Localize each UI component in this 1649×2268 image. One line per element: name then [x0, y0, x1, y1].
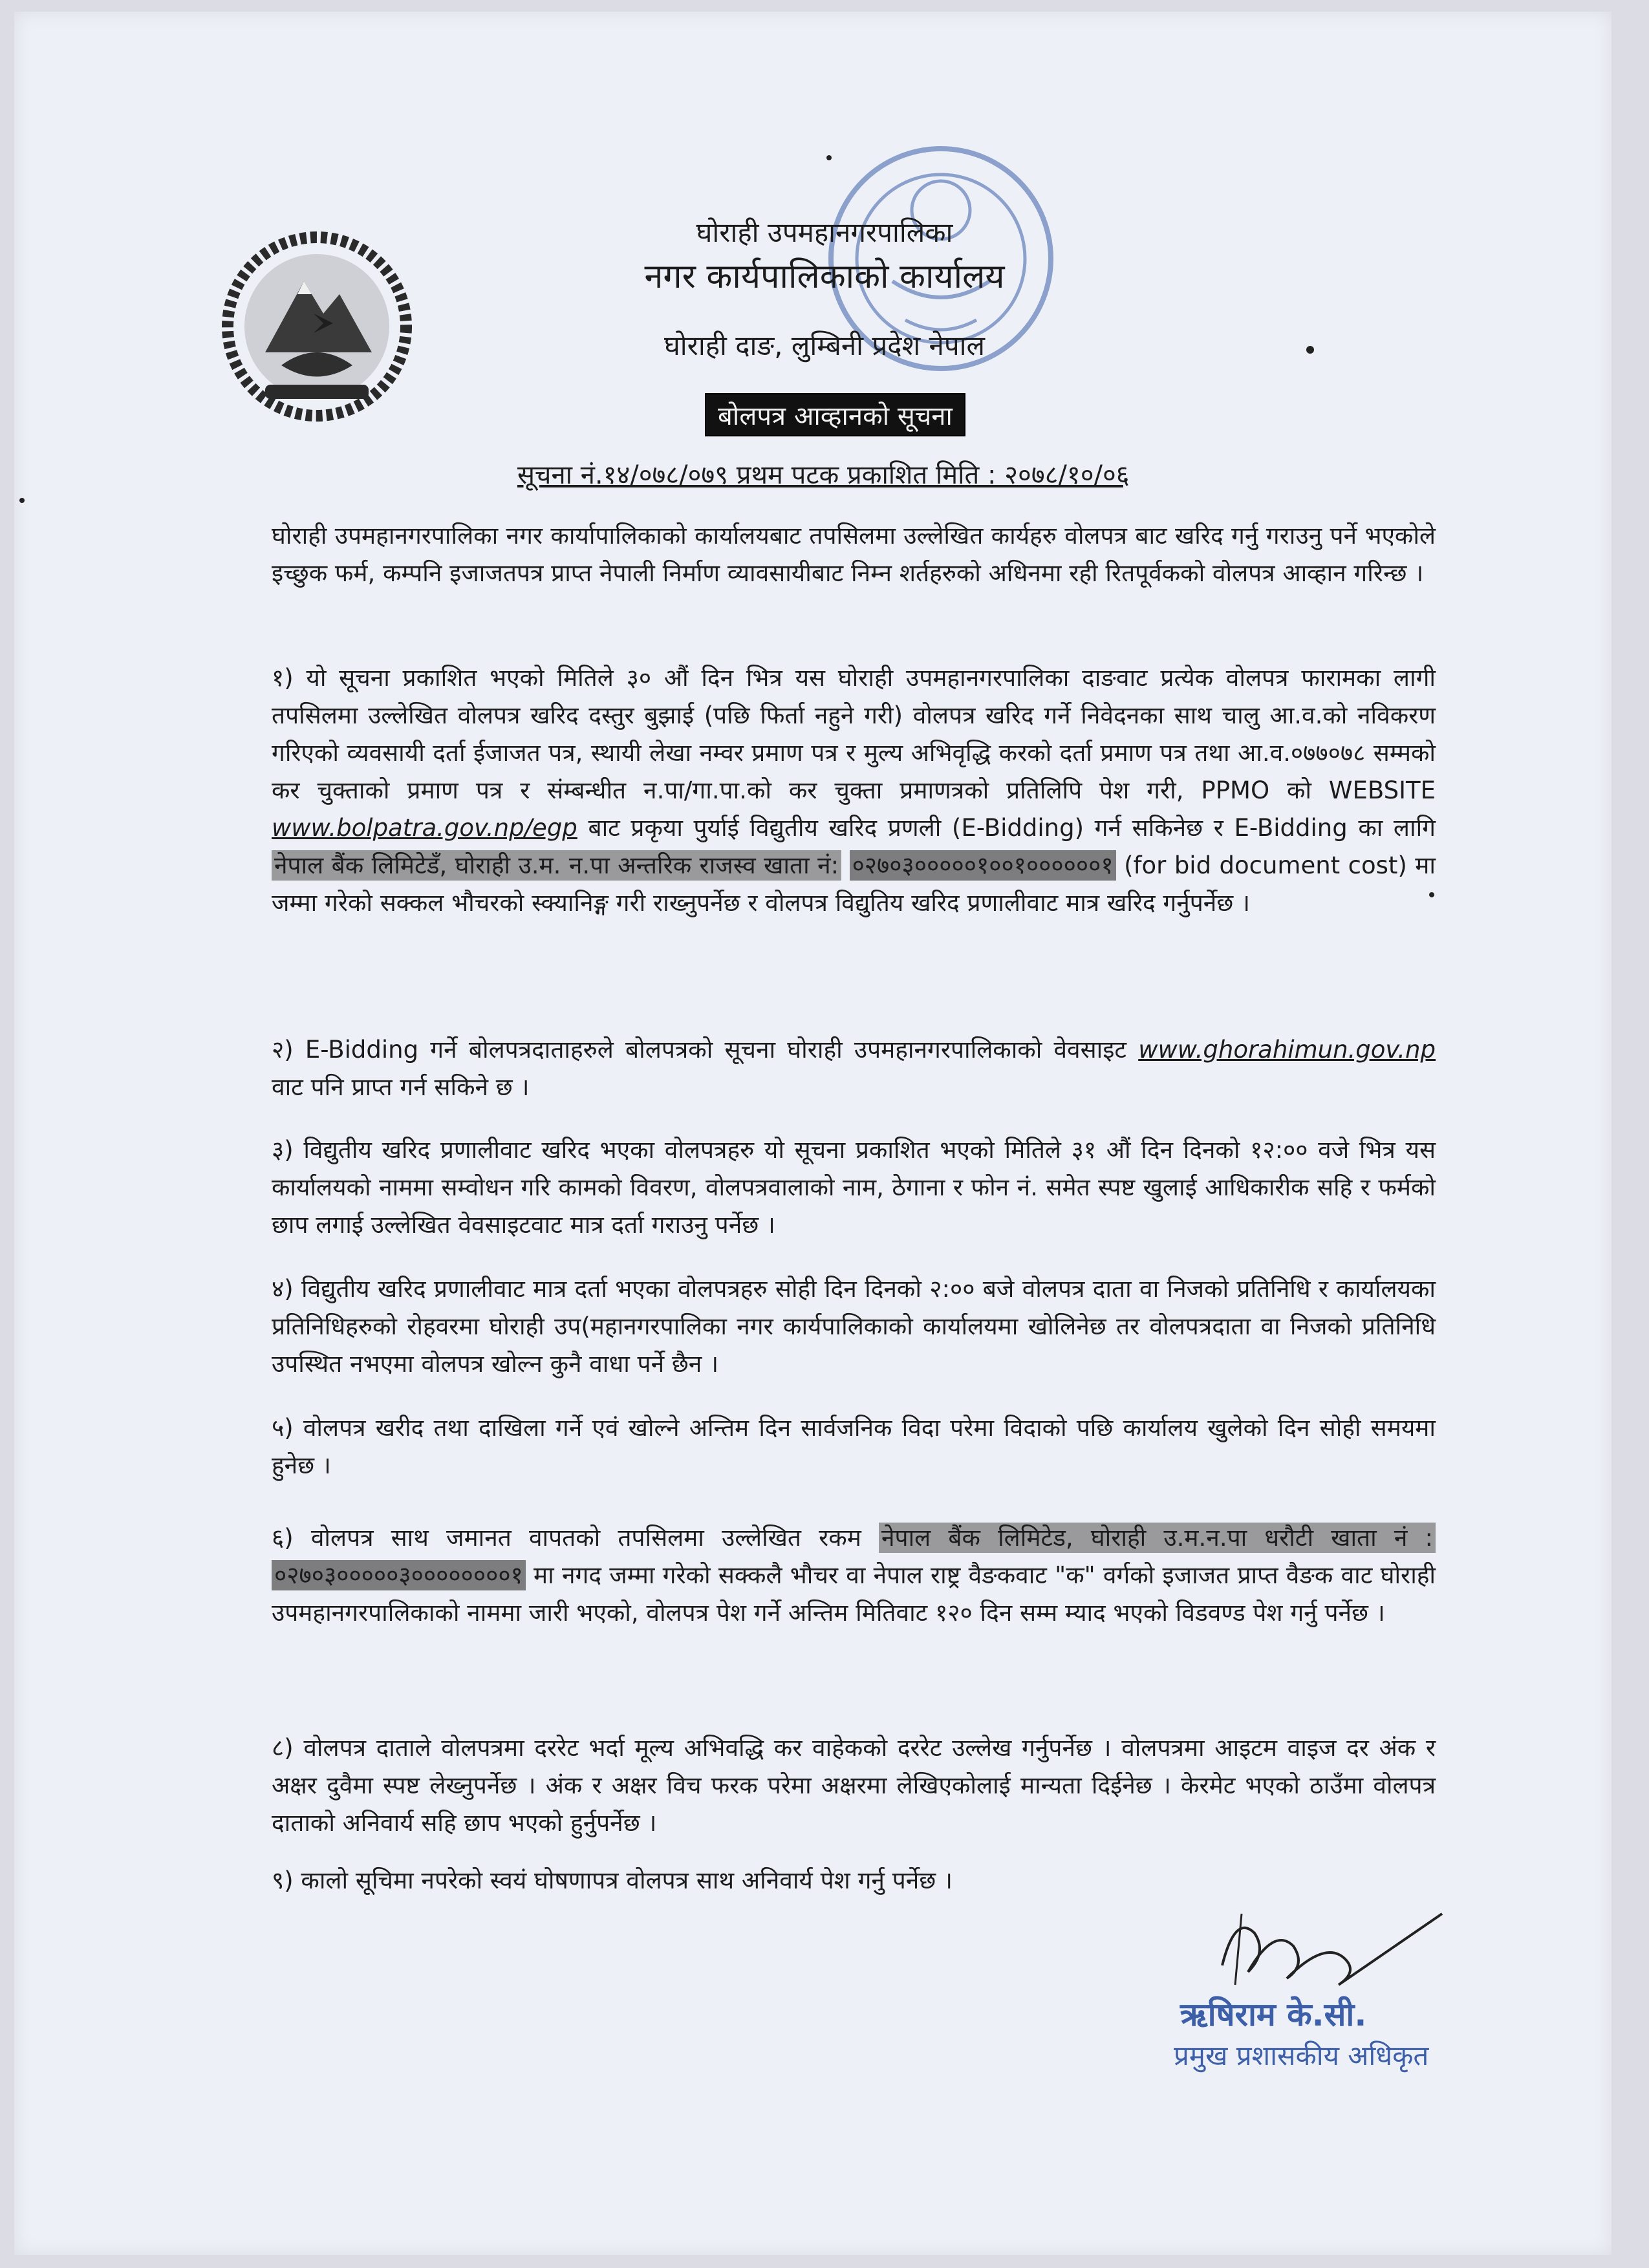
org-name: घोराही उपमहानगरपालिका — [696, 217, 953, 248]
clause-6-text-2: मा नगद जम्मा गरेको सक्कलै भौचर वा नेपाल राष्ट्र वैङकवाट "क" वर्गको इजाजत प्राप्त वैङक वाट घोराही उपमहानगरपालिकाको नाममा जारी भएको, वोलपत्र पेश गर्ने अन्तिम मितिवाट १२० दिन सम्म म्याद भएको विडवण्ड पेश गर्नु पर्नेछ । — [272, 1561, 1436, 1627]
clause-6-text: ६) वोलपत्र साथ जमानत वापतको तपसिलमा उल्लेखित रकम — [272, 1524, 861, 1552]
clause-8: ८) वोलपत्र दाताले वोलपत्रमा दररेट भर्दा मूल्य अभिवद्धि कर वाहेकको दररेट उल्लेख गर्नुपर्नेछ । वोलपत्रमा आइटम वाइज दर अंक र अक्षर दुवैमा स्पष्ट लेख्नुपर्नेछ । अंक र अक्षर विच फरक परेमा अक्षरमा लेखिएकोलाई मान्यता दिईनेछ । केरमेट भएको ठाउँमा वोलपत्र दाताको अनिवार्य सहि छाप भएको हुर्नुपर्नेछ । — [272, 1734, 1436, 1837]
clause-5: ५) वोलपत्र खरीद तथा दाखिला गर्ने एवं खोल्ने अन्तिम दिन सार्वजनिक विदा परेमा विदाको पछि कार्यालय खुलेको दिन सोही समयमा हुनेछ । — [272, 1414, 1436, 1479]
clause-9: ९) कालो सूचिमा नपरेको स्वयं घोषणापत्र वोलपत्र साथ अनिवार्य पेश गर्नु पर्नेछ । — [272, 1867, 953, 1894]
signatory-name: ऋषिराम के.सी. — [1180, 1996, 1367, 2033]
office-address: घोराही दाङ, लुम्बिनी प्रदेश नेपाल — [663, 330, 986, 361]
clause-1-text-2: बाट प्रकृया पुर्याई विद्युतीय खरिद प्रणली (E-Bidding) गर्न सकिनेछ र E-Bidding का लागि — [588, 814, 1436, 842]
clause-4: ४) विद्युतीय खरिद प्रणालीवाट मात्र दर्ता भएका वोलपत्रहरु सोही दिन दिनको २:०० बजे वोलपत्र दाता वा निजको प्रतिनिधि र कार्यालयका प्रतिनिधिहरुको रोहवरमा घोराही उप(महानगरपालिका नगर कार्यपालिकाको कार्यालयमा खोलिनेछ तर वोलपत्रदाता वा निजको प्रतिनिधि उपस्थित नभएमा वोलपत्र खोल्न कुनै वाधा पर्ने छैन । — [272, 1275, 1436, 1378]
ghorahi-website-link[interactable]: www.ghorahimun.gov.np — [1138, 1036, 1436, 1064]
clause-6 — [272, 1519, 1436, 1632]
scan-speck — [1306, 346, 1314, 354]
clause-1-text: १) यो सूचना प्रकाशित भएको मितिले ३० औं दिन भित्र यस घोराही उपमहानगरपालिका दाङवाट प्रत्येक वोलपत्र फारामका लागी तपसिलमा उल्लेखित वोलपत्र खरिद दस्तुर बुझाई (पछि फिर्ता नहुने गरी) वोलपत्र खरिद गर्ने निवेदनका साथ चालु आ.व.को नविकरण गरिएको व्यवसायी दर्ता ईजाजत पत्र, स्थायी लेखा नम्वर प्रमाण पत्र र मुल्य अभिवृद्धि करको दर्ता प्रमाण पत्र तथा आ.व.०७७०७८ सम्मको कर चुक्ताको प्रमाण पत्र र संम्बन्धीत न.पा/गा.पा.को कर चुक्ता प्रमाणत्रको प्रतिलिपि पेश गरी, PPMO को WEBSITE — [272, 664, 1436, 804]
intro-paragraph: घोराही उपमहानगरपालिका नगर कार्यापालिकाको कार्यालयबाट तपसिलमा उल्लेखित कार्यहरु वोलपत्र बाट खरिद गर्नु गराउनु पर्ने भएकोले इच्छुक फर्म, कम्पनि इजाजतपत्र प्राप्त नेपाली निर्माण व्यावसायीबाट निम्न शर्तहरुको अधिनमा रही रितपूर्वकको वोलपत्र आव्हान गरिन्छ । — [272, 522, 1436, 587]
clause-2 — [272, 1031, 1436, 1106]
clause-3: ३) विद्युतीय खरिद प्रणालीवाट खरिद भएका वोलपत्रहरु यो सूचना प्रकाशित भएको मितिले ३१ औं दिन दिनको १२:०० वजे भित्र यस कार्यालयको नाममा सम्वोधन गरि कामको विवरण, वोलपत्रवालाको नाम, ठेगाना र फोन नं. समेत स्पष्ट खुलाई आधिकारीक सहि र फर्मको छाप लगाई उल्लेखित वेवसाइटवाट मात्र दर्ता गराउनु पर्नेछ । — [272, 1136, 1436, 1239]
bolpatra-link[interactable]: www.bolpatra.gov.np/egp — [272, 814, 577, 842]
clause-2-text-2: वाट पनि प्राप्त गर्न सकिने छ । — [272, 1073, 530, 1101]
office-name: नगर कार्यपालिकाको कार्यालय — [644, 257, 1005, 296]
signatory-title: प्रमुख प्रशासकीय अधिकृत — [1174, 2040, 1429, 2071]
scan-speck — [19, 498, 25, 503]
notice-number-date: सूचना नं.१४/०७८/०७९ प्रथम पटक प्रकाशित मिति : २०७८/१०/०६ — [517, 460, 1130, 490]
revenue-account-number: ०२७०३०००००१००१००००००१ — [850, 850, 1116, 881]
deposit-account-number: ०२७०३०००००३००००००००१ — [272, 1560, 526, 1590]
clause-1 — [272, 659, 1436, 922]
scan-speck — [1429, 892, 1434, 897]
notice-title: बोलपत्र आव्हानको सूचना — [705, 393, 965, 436]
bank-revenue-account-label: नेपाल बैंक लिमिटेडँ, घोराही उ.म. न.पा अन्तरिक राजस्व खाता नं: — [272, 850, 841, 881]
bank-deposit-account-label: नेपाल बैंक लिमिटेड, घोराही उ.म.न.पा धरौटी खाता नं : — [879, 1523, 1436, 1553]
clause-2-text: २) E-Bidding गर्ने बोलपत्रदाताहरुले बोलपत्रको सूचना घोराही उपमहानगरपालिकाको वेवसाइट — [272, 1036, 1127, 1064]
clause-1-text-3: (for bid document cost) मा जम्मा गरेको सक्कल भौचरको स्क्यानिङ्ग गरी राख्नुपर्नेछ र वोलपत्र विद्युतिय खरिद प्रणालीवाट मात्र खरिद गर्नुपर्नेछ । — [272, 851, 1436, 917]
scan-speck — [826, 155, 832, 160]
